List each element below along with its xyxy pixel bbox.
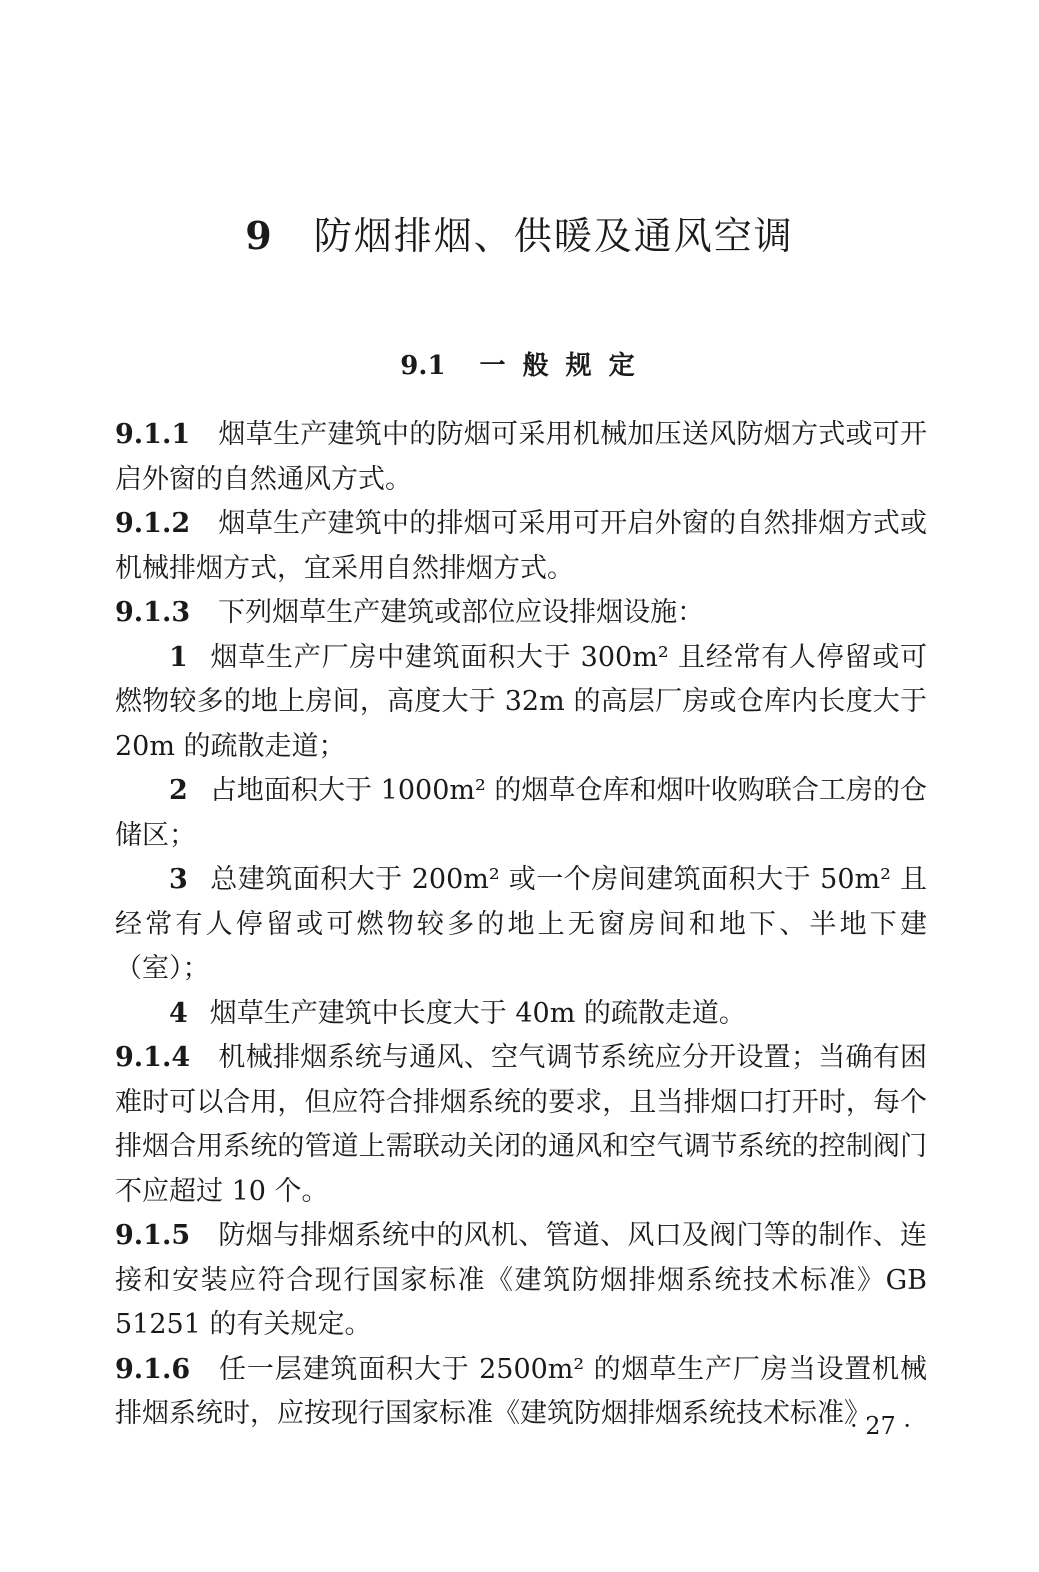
- clause-number: 9.1.3: [115, 597, 191, 628]
- clause-9-1-4: [115, 1036, 927, 1214]
- section-title: [0, 345, 1039, 382]
- clause-number: 9.1.4: [115, 1042, 191, 1073]
- clause-9-1-2: [115, 502, 927, 591]
- clause-text: 防烟与排烟系统中的风机、管道、风口及阀门等的制作、连接和安装应符合现行国家标准《建筑防烟排烟系统技术标准》GB 51251 的有关规定。: [115, 1220, 927, 1340]
- clause-text: 烟草生产建筑中的防烟可采用机械加压送风防烟方式或可开启外窗的自然通风方式。: [115, 419, 927, 495]
- clause-number: 9.1.6: [115, 1353, 191, 1385]
- section-title-text: 一 般 规 定: [479, 351, 639, 381]
- list-item-2: [115, 769, 927, 858]
- item-number: 4: [169, 997, 188, 1029]
- section-number: 9.1: [400, 351, 446, 381]
- clause-number: 9.1.5: [115, 1220, 191, 1251]
- list-item-4: [115, 992, 927, 1037]
- item-number: 2: [169, 775, 188, 806]
- document-body: [115, 413, 927, 1437]
- item-text: 占地面积大于 1000m² 的烟草仓库和烟叶收购联合工房的仓储区；: [115, 775, 927, 851]
- item-text: 烟草生产建筑中长度大于 40m 的疏散走道。: [209, 997, 746, 1029]
- clause-number: 9.1.1: [115, 419, 191, 450]
- clause-text: 任一层建筑面积大于 2500m² 的烟草生产厂房当设置机械排烟系统时，应按现行国家标准《建筑防烟排烟系统技术标准》: [115, 1353, 927, 1429]
- clause-9-1-6: [115, 1348, 927, 1437]
- item-number: 3: [169, 864, 188, 895]
- clause-text: 烟草生产建筑中的排烟可采用可开启外窗的自然排烟方式或机械排烟方式，宜采用自然排烟方式。: [115, 508, 927, 584]
- chapter-title-text: 防烟排烟、供暖及通风空调: [313, 214, 794, 258]
- clause-text: 机械排烟系统与通风、空气调节系统应分开设置；当确有困难时可以合用，但应符合排烟系统的要求，且当排烟口打开时，每个排烟合用系统的管道上需联动关闭的通风和空气调节系统的控制阀门不应超过 10 个。: [115, 1042, 927, 1207]
- clause-9-1-3: [115, 591, 927, 636]
- chapter-number: 9: [245, 213, 274, 258]
- page-number: · 27 ·: [849, 1412, 911, 1440]
- list-item-1: [115, 636, 927, 770]
- clause-number: 9.1.2: [115, 508, 191, 539]
- item-number: 1: [169, 641, 188, 673]
- item-text: 烟草生产厂房中建筑面积大于 300m² 且经常有人停留或可燃物较多的地上房间，高度大于 32m 的高层厂房或仓库内长度大于 20m 的疏散走道；: [115, 641, 927, 762]
- item-text: 总建筑面积大于 200m² 或一个房间建筑面积大于 50m² 且经常有人停留或可燃物较多的地上无窗房间和地下、半地下建（室）；: [115, 864, 927, 984]
- chapter-title: [0, 205, 1039, 260]
- list-item-3: [115, 858, 927, 992]
- clause-9-1-5: [115, 1214, 927, 1348]
- clause-9-1-1: [115, 413, 927, 502]
- clause-text: 下列烟草生产建筑或部位应设排烟设施：: [218, 597, 705, 628]
